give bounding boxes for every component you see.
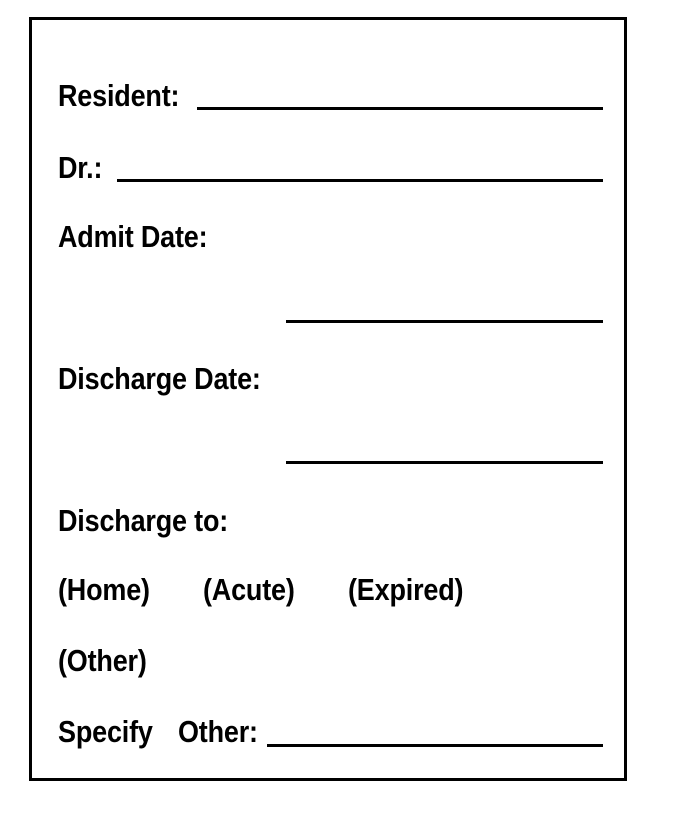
admit-date-label: Admit Date:: [58, 219, 208, 254]
specify-other-label: Specify: [58, 714, 153, 749]
option-home[interactable]: (Home): [58, 572, 150, 607]
doctor-field[interactable]: [117, 179, 603, 182]
discharge-to-label: Discharge to:: [58, 503, 229, 538]
specify-other-field[interactable]: [267, 744, 603, 747]
discharge-date-field[interactable]: [286, 461, 603, 464]
resident-label: Resident:: [58, 78, 180, 113]
admit-date-field[interactable]: [286, 320, 603, 323]
discharge-date-label: Discharge Date:: [58, 361, 261, 396]
doctor-label: Dr.:: [58, 150, 103, 185]
resident-field[interactable]: [197, 107, 603, 110]
option-acute[interactable]: (Acute): [203, 572, 295, 607]
option-expired[interactable]: (Expired): [348, 572, 464, 607]
specify-other-label-2: Other:: [178, 714, 258, 749]
option-other[interactable]: (Other): [58, 643, 147, 678]
